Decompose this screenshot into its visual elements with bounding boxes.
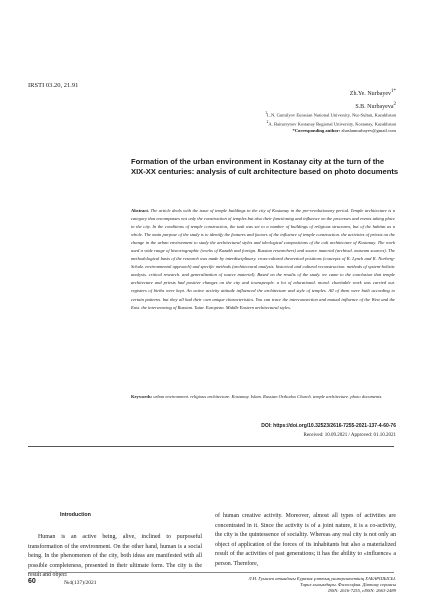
affiliation-2 xyxy=(265,119,396,128)
journal-issn: ISSN: 2616-7255, eISSN: 2663-2489 xyxy=(328,588,396,594)
author-sup: 2 xyxy=(393,101,396,107)
keywords-text: urban environment. religious architecture. Kostanay. Islam. Russian Orthodox Church. temple architecture. photo documents. xyxy=(153,394,383,399)
issue-number: №4(137)/2021 xyxy=(64,580,97,586)
affiliation-sup: 2 xyxy=(266,119,269,124)
affiliation-text: A. Baitursynov Kostanay Regional University, Kostanay, Kazakhstan xyxy=(268,121,396,127)
journal-info xyxy=(191,576,396,595)
received-approved-dates: Received: 10.09.2021 / Approved: 01.10.2021 xyxy=(303,433,396,438)
article-title: Formation of the urban environment in Kostanay city at the turn of the XIX-XX centuries: analysis of cult architecture based on photo documents xyxy=(131,157,399,176)
abstract-label: Abstract. xyxy=(131,208,150,213)
affiliation-1 xyxy=(265,110,396,119)
irsti-code: IRSTI 03.20, 21.91 xyxy=(28,82,79,89)
journal-name: Л.Н. Гумилев атындағы Еуразия ұлттық университетінің ХАБАРШЫСЫ. xyxy=(248,576,396,581)
author-sup: 1* xyxy=(391,89,396,94)
abstract-text: The article deals with the issue of temple buildings in the city of Kostanay in the pre-revolutionary period. Temple architecture is a category that encompasses not only the construction of temples but also their functioning and influence on the processes and events taking place in the city. In the conditions of temple construction, the task was set to a number of buildings of religious structures, but of the habitat as a whole. The main purpose of the study is to identify the features and factors of the influence of temple construction. the activities of priests on the change in the urban environment to study the architectural styles and ideological compositions of the cult architecture of Kostanay. The work used a wide range of historiographic (works of Kazakh and foreign. Russian researchers) and source material (archival. museum sources). The methodological basis of the research was made by interdisciplinary. cross-cultural theoretical positions (concepts of K. Lynch and K. Norberg-Schulz. environmental approach) and specific methods (architectural analysis. historical and cultural reconstruction. methods of system-holistic analysis. critical research. and generalization of source material). Based on the results of the study. we came to the conclusion that temple architecture and priests had positive changes on the city and townspeople. a lot of educational. moral. charitable work was carried out. registers of births were kept. An active activity attitude influenced the architecture and style of temples. All of them were built according to certain patterns. but they all had their own unique characteristics. You can trace the interconnection and mutual influence of the West and the East. the interweaving of Russian. Tatar. European. Middle Eastern architectural styles. xyxy=(131,208,395,310)
corresponding-label: *Corresponding author: xyxy=(292,128,341,134)
section-divider xyxy=(28,446,394,447)
doi-link[interactable]: DOI: https://doi.org/10.32523/2616-7255-2021-137-4-60-76 xyxy=(261,423,396,429)
abstract xyxy=(131,207,395,312)
body-text-right-column: of human creative activity. Moreover, almost all types of activities are concentrated in it. Since the activity is of a joint nature, it is a co-activity, the city is the quintessence of sociality. Whereas any real city is not only an object of application of the forces of its inhabitants but also a materialized result of the activities of past generations; it has the ability to «influence» a person. Therefore, xyxy=(215,513,396,567)
corresponding-author xyxy=(265,127,396,134)
author-name: S.B. Nurbayeva xyxy=(355,103,394,110)
journal-series: Тарих ғылымдары. Философия. Дінтану сериясы xyxy=(300,582,396,588)
page-number: 60 xyxy=(28,578,36,585)
affiliation-sup: 1 xyxy=(265,111,268,115)
corresponding-email[interactable]: zhaslannurbayev@gmail.com xyxy=(341,128,396,134)
author-list xyxy=(350,87,396,112)
author-name: Zh.Ye. Nurbayev xyxy=(349,91,391,97)
section-heading-introduction: Introduction xyxy=(60,512,91,518)
author-1 xyxy=(350,87,396,100)
keywords xyxy=(131,393,395,401)
keywords-label: Keywords: xyxy=(131,394,153,399)
affiliations xyxy=(265,110,396,134)
body-text-left-column: Human is an active being, alive, inclined to purposeful transformation of the environment. On the other hand, human is a social being. In the phenomenon of the city, both ideas are manifested with all possible completeness, presented in their ultimate form. The city is the result and object xyxy=(28,534,202,579)
affiliation-text: L.N. Gumilyov Eurasian National University, Nur-Sultan, Kazakhstan xyxy=(267,112,396,118)
footer-divider xyxy=(28,572,394,573)
